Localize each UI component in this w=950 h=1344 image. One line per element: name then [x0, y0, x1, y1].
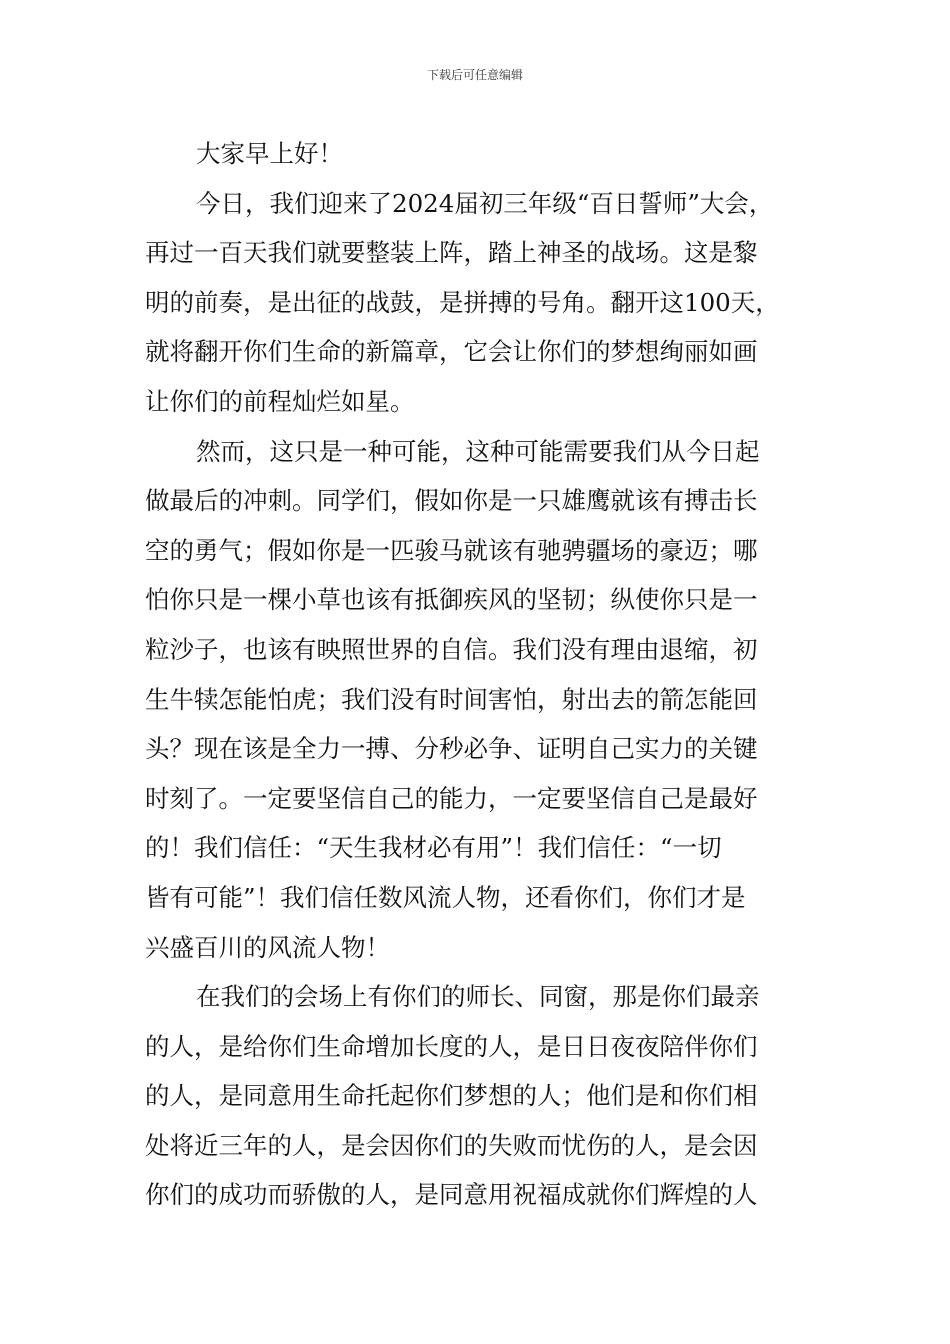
text-line: 大家早上好！	[196, 139, 343, 168]
text-line: 处将近三年的人，是会因你们的失败而忧伤的人，是会因	[145, 1130, 758, 1160]
text-line: 的人，是同意用生命托起你们梦想的人；他们是和你们相	[145, 1081, 758, 1111]
text-line: 生牛犊怎能怕虎；我们没有时间害怕，射出去的箭怎能回	[145, 684, 758, 714]
text-line: 然而，这只是一种可能，这种可能需要我们从今日起	[196, 436, 760, 466]
text-line: 在我们的会场上有你们的师长、同窗，那是你们最亲	[196, 982, 760, 1012]
text-line: 就将翻开你们生命的新篇章，它会让你们的梦想绚丽如画	[145, 337, 758, 367]
text-line: 明的前奏，是出征的战鼓，是拼搏的号角。翻开这100天，	[145, 287, 780, 317]
text-line: 皆有可能”！我们信任数风流人物，还看你们，你们才是	[145, 882, 746, 912]
text-line: 头？现在该是全力一搏、分秒必争、证明自己实力的关键	[145, 734, 758, 764]
text-line: 你们的成功而骄傲的人，是同意用祝福成就你们辉煌的人	[145, 1180, 758, 1210]
page-header: 下载后可任意编辑	[426, 68, 523, 82]
text-line: 让你们的前程灿烂如星。	[145, 386, 415, 416]
text-line: 时刻了。一定要坚信自己的能力，一定要坚信自己是最好	[145, 783, 758, 813]
text-line: 的！我们信任：“天生我材必有用”！我们信任：“一切	[145, 833, 722, 863]
document-body	[145, 129, 813, 1220]
text-line: 空的勇气；假如你是一匹骏马就该有驰骋疆场的豪迈；哪	[145, 535, 758, 565]
text-line: 的人，是给你们生命增加长度的人，是日日夜夜陪伴你们	[145, 1031, 758, 1061]
text-line: 兴盛百川的风流人物！	[145, 932, 390, 962]
text-line: 做最后的冲刺。同学们，假如你是一只雄鹰就该有搏击长	[145, 486, 758, 516]
text-line: 今日，我们迎来了2024届初三年级“百日誓师”大会，	[196, 188, 774, 218]
text-line: 怕你只是一棵小草也该有抵御疾风的坚韧；纵使你只是一	[145, 585, 758, 615]
text-line: 粒沙子，也该有映照世界的自信。我们没有理由退缩，初	[145, 634, 758, 664]
text-line: 再过一百天我们就要整装上阵，踏上神圣的战场。这是黎	[145, 238, 758, 268]
